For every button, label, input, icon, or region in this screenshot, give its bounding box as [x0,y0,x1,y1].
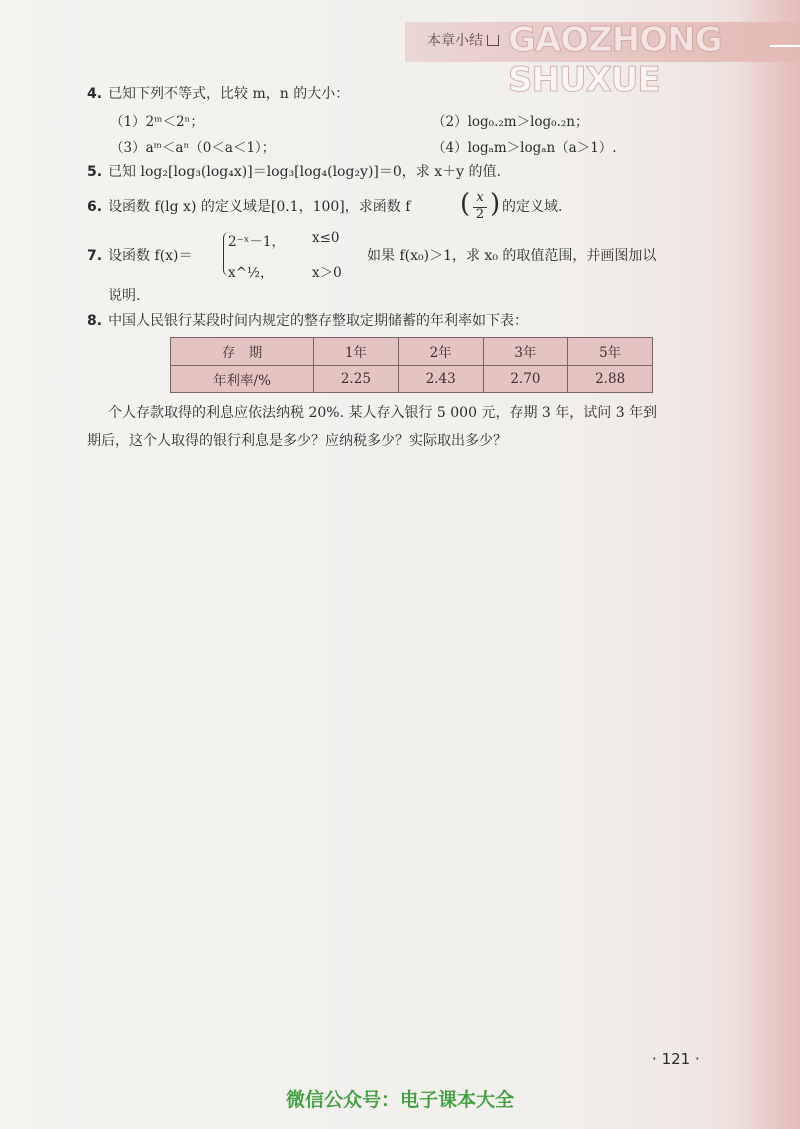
table-row [171,338,653,366]
table-cell: 5年 [568,338,653,366]
page-number-value: 121 [661,1050,691,1068]
problem-number: 4. [87,86,103,102]
problem-6-tail: 的定义域. [502,199,563,215]
watermark-text: 微信公众号：电子课本大全 [285,1089,514,1111]
problem-7 [87,246,193,266]
problem-8 [87,311,528,331]
fraction-numerator: x [476,190,484,205]
problem-text: 已知下列不等式，比较 m，n 的大小： [108,86,350,102]
table-cell: 2.70 [483,365,568,393]
interest-rate-table [170,337,653,393]
problem-4-item-2: （2）log₀.₂m＞log₀.₂n； [432,114,589,130]
problem-7-continuation: 说明. [108,288,141,304]
case-1-condition: x≤0 [312,230,340,246]
chapter-box-icon [487,35,499,46]
problem-4-item-4: （4）logₐm＞logₐn（a＞1）. [432,140,617,156]
table-cell: 2.43 [398,365,483,393]
problem-6 [87,197,410,217]
case-2-condition: x＞0 [312,265,342,281]
table-cell: 2.88 [568,365,653,393]
problem-number: 5. [87,164,103,180]
table-header-cell: 存 期 [171,338,314,366]
problem-7-tail: 如果 f(x₀)＞1，求 x₀ 的取值范围，并画图加以 [367,248,657,264]
left-paren: ( [460,189,471,219]
right-paren: ) [490,189,501,219]
problem-5 [87,162,501,182]
page-dot-icon: · [652,1050,657,1068]
problem-text: 中国人民银行某段时间内规定的整存整取定期储蓄的年利率如下表： [108,313,529,329]
problem-number: 8. [87,313,103,329]
case-1-expression: 2⁻ˣ－1， [228,234,286,250]
case-2-expression: x^½， [228,265,274,281]
table-cell: 2年 [398,338,483,366]
table-row [171,365,653,393]
table-cell: 3年 [483,338,568,366]
problem-4-item-1: （1）2ᵐ＜2ⁿ； [110,114,204,130]
chapter-label: 本章小结 [427,33,483,49]
table-cell: 1年 [314,338,399,366]
problem-text: 已知 log₂[log₃(log₄x)]＝log₃[log₄(log₂y)]＝0，求 x＋y 的值. [108,164,501,180]
fraction-x-over-2 [470,190,490,224]
page-number [652,1050,700,1068]
problem-4-item-3: （3）aᵐ＜aⁿ（0＜a＜1）； [110,140,276,156]
page-dot-icon: · [694,1050,700,1068]
problem-4 [87,84,349,104]
header-rule [770,45,800,47]
problem-8-paragraph-1: 个人存款取得的利息应依法纳税 20%. 某人存入银行 5 000 元，存期 3 年，试问 3 年到 [108,405,658,421]
problem-text: 设函数 f(lg x) 的定义域是[0.1，100]，求函数 f [108,199,411,215]
problem-8-paragraph-2: 期后，这个人取得的银行利息是多少？应纳税多少？实际取出多少？ [87,433,507,449]
problem-number: 6. [87,199,103,215]
problem-number: 7. [87,248,103,264]
fraction-denominator: 2 [475,207,485,222]
page-edge-tint [740,0,800,1129]
table-header-cell: 年利率/% [171,365,314,393]
problem-text: 设函数 f(x)＝ [108,248,193,264]
brand-title: GAOZHONG SHUXUE [508,20,722,100]
table-cell: 2.25 [314,365,399,393]
